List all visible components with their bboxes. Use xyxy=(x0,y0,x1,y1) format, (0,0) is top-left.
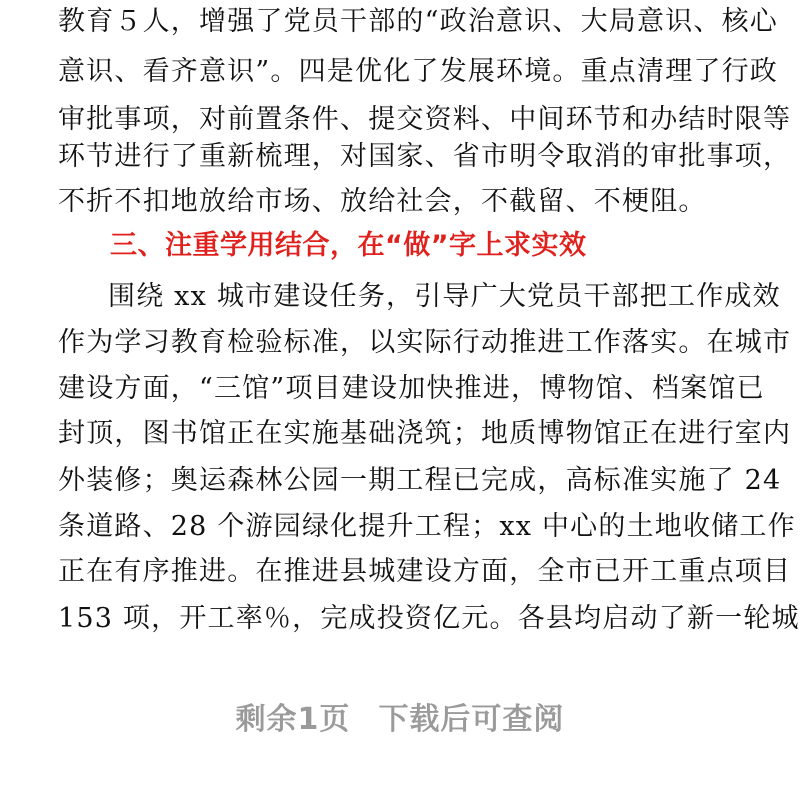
paragraph-line: 意识、看齐意识”。四是优化了发展环境。重点清理了行政 xyxy=(58,56,779,87)
paragraph-line: 不折不扣地放给市场、放给社会，不截留、不梗阻。 xyxy=(58,186,707,217)
paragraph-line: 建设方面，“三馆”项目建设加快推进，博物馆、档案馆已 xyxy=(58,373,765,404)
paragraph-line: 封顶，图书馆正在实施基础浇筑；地质博物馆正在进行室内 xyxy=(58,418,792,449)
section-heading: 三、注重学用结合，在“做”字上求实效 xyxy=(110,230,587,261)
paragraph-line: 围绕 xx 城市建设任务，引导广大党员干部把工作成效 xyxy=(108,281,781,312)
paragraph-line: 审批事项，对前置条件、提交资料、中间环节和办结时限等 xyxy=(58,104,792,135)
download-to-view-label[interactable]: 下载后可查阅 xyxy=(378,702,565,737)
paragraph-line: 153 项，开工率％，完成投资亿元。各县均启动了新一轮城 xyxy=(58,603,800,634)
paragraph-line: 条道路、28 个游园绿化提升工程；xx 中心的土地收储工作 xyxy=(58,511,796,542)
download-prompt[interactable] xyxy=(0,694,800,738)
paragraph-line: 作为学习教育检验标准，以实际行动推进工作落实。在城市 xyxy=(58,327,792,358)
paragraph-line: 教育５人，增强了党员干部的“政治意识、大局意识、核心 xyxy=(58,6,779,37)
remaining-pages-label: 剩余1页 xyxy=(235,702,351,737)
paragraph-line: 外装修；奥运森林公园一期工程已完成，高标准实施了 24 xyxy=(58,465,782,496)
paragraph-line: 环节进行了重新梳理，对国家、省市明令取消的审批事项， xyxy=(58,141,792,172)
paragraph-line: 正在有序推进。在推进县城建设方面，全市已开工重点项目 xyxy=(58,556,792,587)
